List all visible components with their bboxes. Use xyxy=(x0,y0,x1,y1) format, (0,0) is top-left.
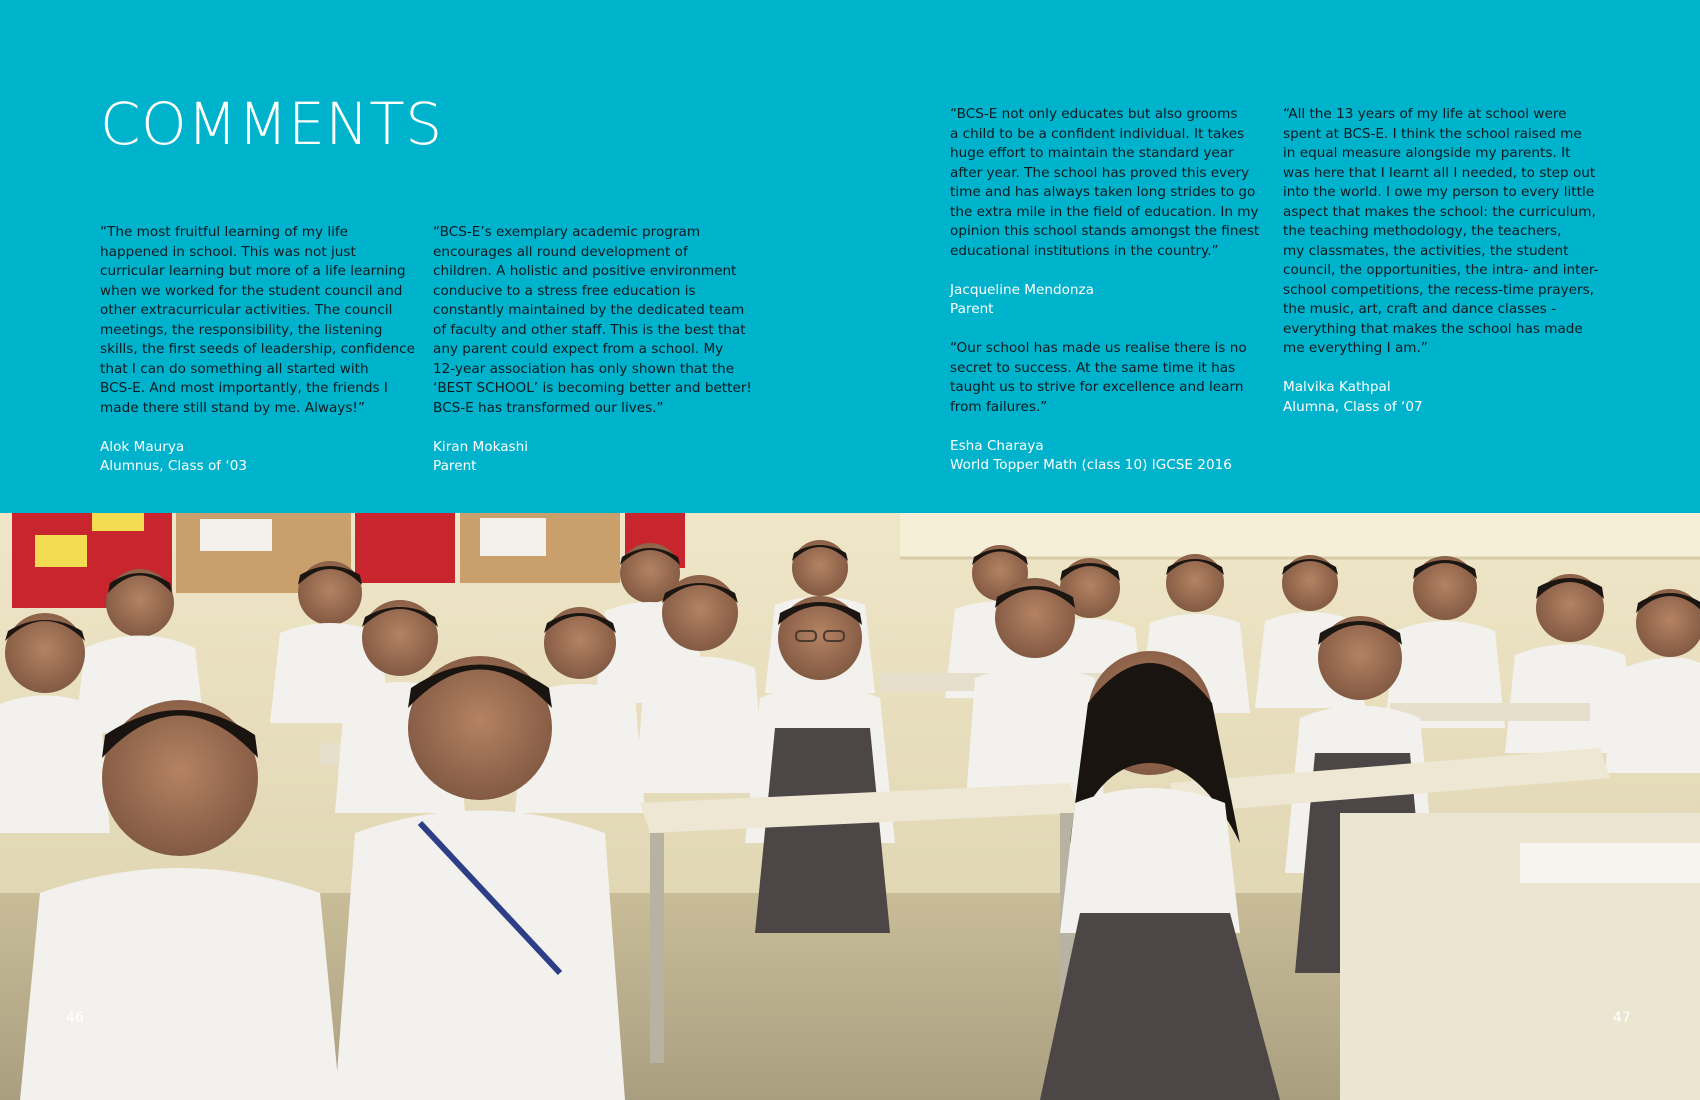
classroom-illustration xyxy=(0,513,1700,1100)
comment-author: Esha Charaya xyxy=(950,437,1044,454)
comment-jacqueline-esha xyxy=(950,105,1270,476)
comment-text: “BCS-E’s exemplary academic program encourages all round development of children. A holistic and positive environment conducive to a stress free education is constantly maintained by the dedicated team of faculty and other staff. This is the best that any parent could expect from a school. My 12-year association has only shown that the ‘BEST SCHOOL’ is becoming better and better! BCS-E has transformed our lives.” xyxy=(433,224,752,416)
comment-author: Jacqueline Mendonza xyxy=(950,281,1095,298)
comment-role: Alumna, Class of ‘07 xyxy=(1283,398,1423,415)
comment-text: “The most fruitful learning of my life happened in school. This was not just curricular learning but more of a life learning when we worked for the student council and other extracurricular activities. The council meetings, the responsibility, the listening skills, the first seeds of leadership, confidence that I can do something all started with BCS-E. And most importantly, the friends I made there still stand by me. Always!” xyxy=(100,224,415,416)
page-number-right: 47 xyxy=(1613,1010,1631,1026)
comment-role: World Topper Math (class 10) IGCSE 2016 xyxy=(950,457,1232,473)
comment-role: Alumnus, Class of ‘03 xyxy=(100,458,248,474)
comment-text: “BCS-E not only educates but also grooms a child to be a confident individual. It takes huge effort to maintain the standard year after year. The school has proved this every time and has always taken long strides to go the extra mile in the field of education. In my opinion this school stands amongst the finest educational institutions in the country.” xyxy=(950,106,1260,259)
comment-author: Kiran Mokashi xyxy=(433,438,529,455)
comments-panel xyxy=(0,0,1700,513)
page-number-left: 46 xyxy=(66,1010,84,1026)
comment-text: “Our school has made us realise there is no secret to success. At the same time it has taught us to strive for excellence and learn from failures.” xyxy=(950,340,1247,415)
comment-malvika xyxy=(1283,105,1603,417)
classroom-photo xyxy=(0,513,1700,1100)
comment-author: Malvika Kathpal xyxy=(1283,379,1391,395)
comment-text: “All the 13 years of my life at school were spent at BCS-E. I think the school raised me in equal measure alongside my parents. It was here that I learnt all I needed, to step out into the world. I owe my person to every little aspect that makes the school: the curriculum, the teaching methodology, the teachers, my classmates, the activities, the student council, the opportunities, the intra- and inter- school competitions, the recess-time prayers, the music, art, craft and dance classes - everything that makes the school has made me everything I am.” xyxy=(1283,106,1599,356)
comment-alok xyxy=(100,223,420,477)
comment-author: Alok Maurya xyxy=(100,438,185,455)
page-title: COMMENTS xyxy=(100,90,443,158)
comment-kiran xyxy=(433,223,753,477)
comment-role: Parent xyxy=(950,301,994,317)
comment-role: Parent xyxy=(433,458,477,474)
